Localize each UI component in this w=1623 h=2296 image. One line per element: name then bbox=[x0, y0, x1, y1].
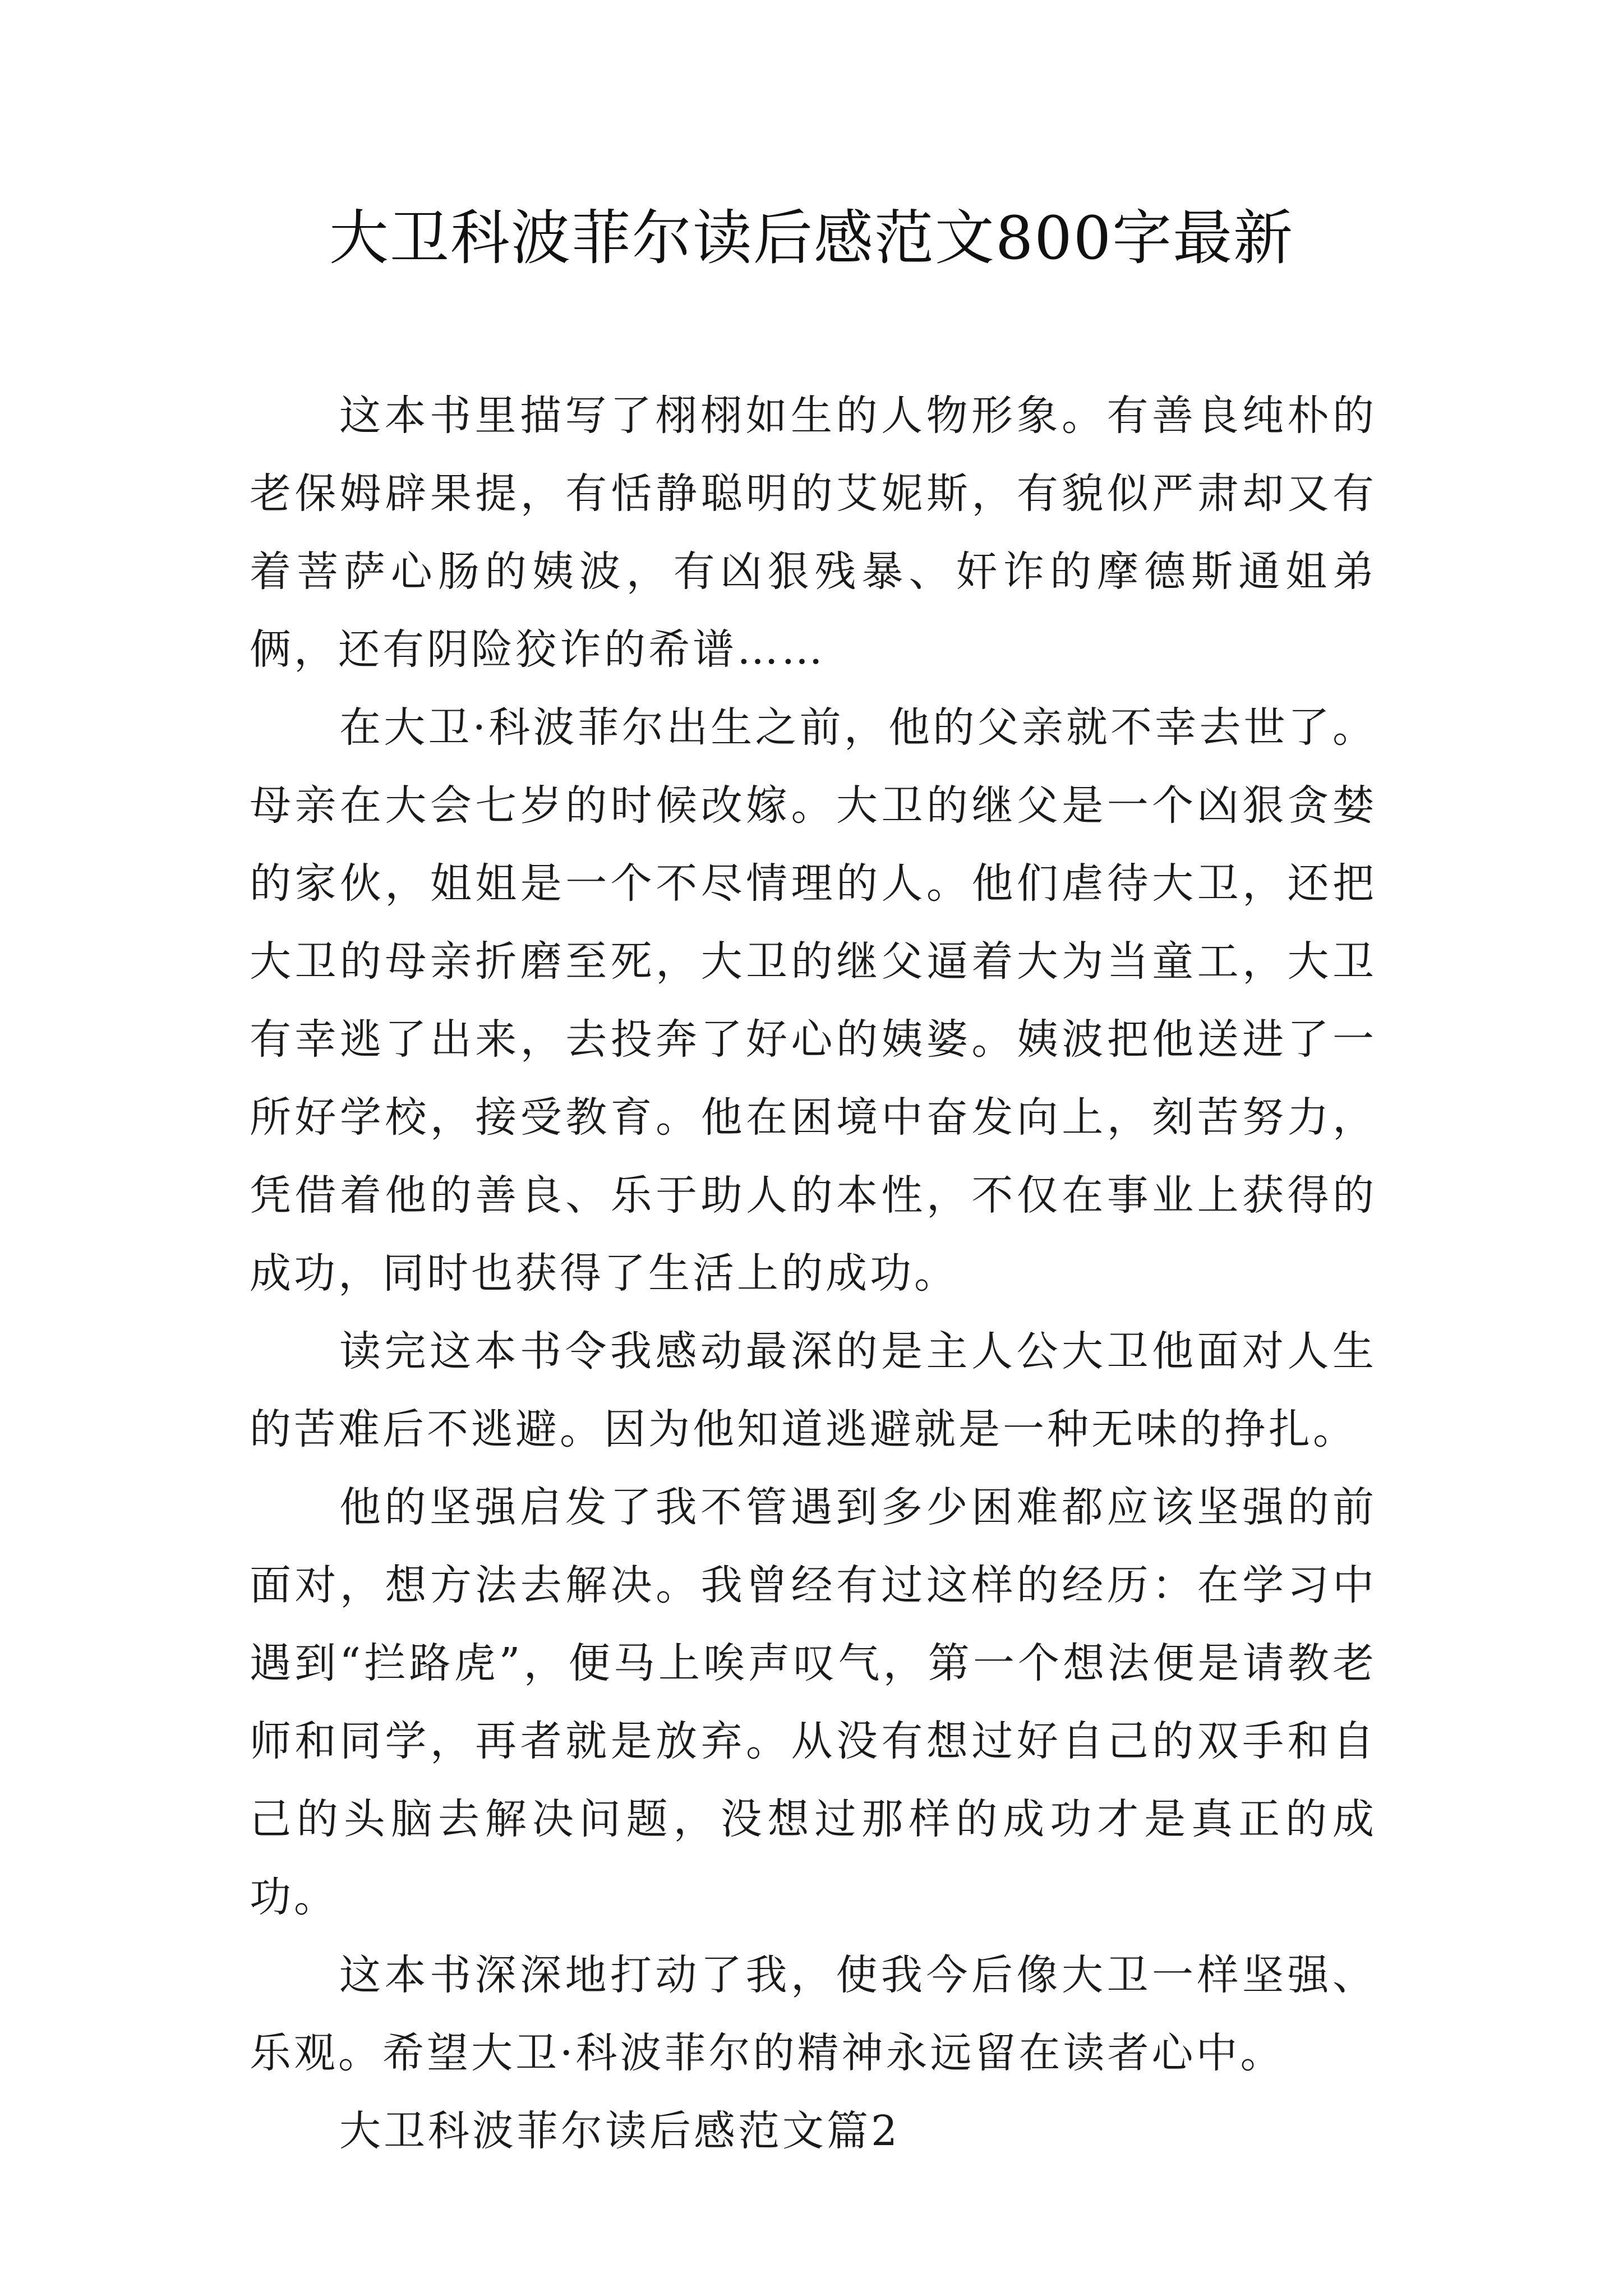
paragraph-4: 他的坚强启发了我不管遇到多少困难都应该坚强的前面对，想方法去解决。我曾经有过这样的经历：在学习中遇到“拦路虎”，便马上唉声叹气，第一个想法便是请教老师和同学，再者就是放弃。从没有想过好自己的双手和自己的头脑去解决问题，没想过那样的成功才是真正的成功。 bbox=[250, 1483, 1377, 1921]
document-body bbox=[250, 377, 1377, 2170]
paragraph-1: 这本书里描写了栩栩如生的人物形象。有善良纯朴的老保姆辟果提，有恬静聪明的艾妮斯，有貌似严肃却又有着菩萨心肠的姨波，有凶狠残暴、奸诈的摩德斯通姐弟俩，还有阴险狡诈的希谱…… bbox=[250, 392, 1377, 674]
paragraph-5: 这本书深深地打动了我，使我今后像大卫一样坚强、乐观。希望大卫·科波菲尔的精神永远留在读者心中。 bbox=[250, 1951, 1377, 2077]
document-title: 大卫科波菲尔读后感范文800字最新 bbox=[329, 204, 1294, 273]
paragraph-3: 读完这本书令我感动最深的是主人公大卫他面对人生的苦难后不逃避。因为他知道逃避就是一种无味的挣扎。 bbox=[250, 1327, 1377, 1453]
paragraph-2: 在大卫·科波菲尔出生之前，他的父亲就不幸去世了。母亲在大会七岁的时候改嫁。大卫的继父是一个凶狠贪婪的家伙，姐姐是一个不尽情理的人。他们虐待大卫，还把大卫的母亲折磨至死，大卫的继父逼着大为当童工，大卫有幸逃了出来，去投奔了好心的姨婆。姨波把他送进了一所好学校，接受教育。他在困境中奋发向上，刻苦努力，凭借着他的善良、乐于助人的本性，不仅在事业上获得的成功，同时也获得了生活上的成功。 bbox=[250, 703, 1377, 1297]
section-heading-2: 大卫科波菲尔读后感范文篇2 bbox=[339, 2107, 901, 2155]
